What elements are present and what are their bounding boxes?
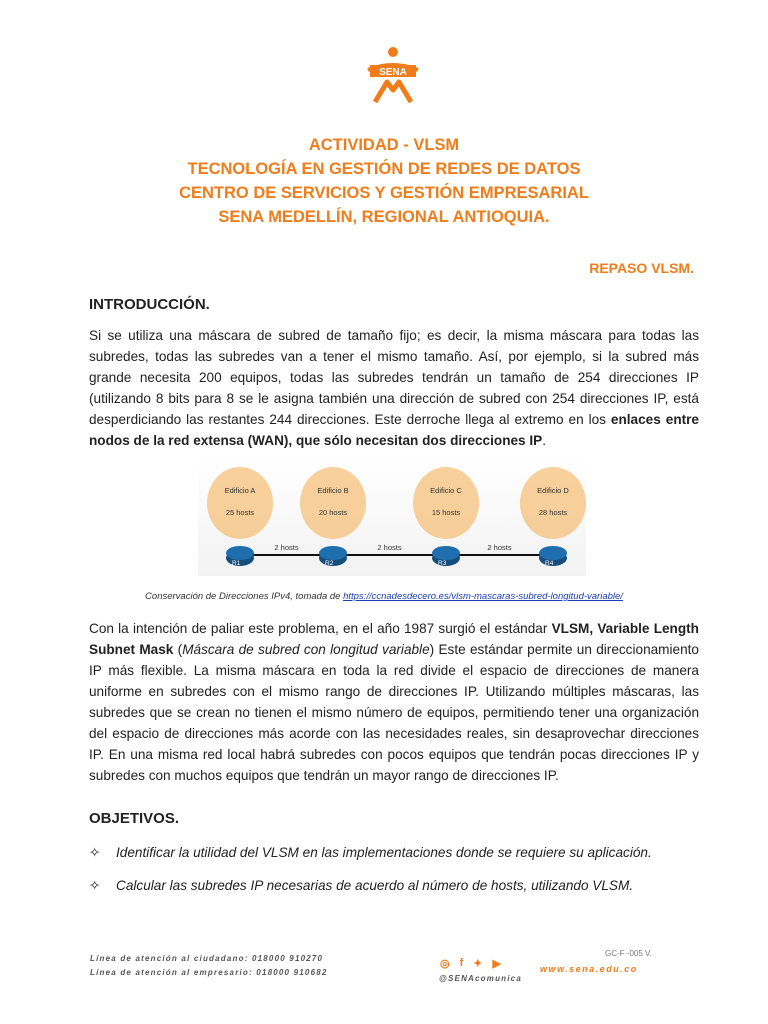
citizen-line: Línea de atención al ciudadano: 018000 910270 bbox=[90, 954, 324, 963]
link-hosts-label: 2 hosts bbox=[377, 543, 402, 552]
vlsm-paragraph: Con la intención de paliar este problema, en el año 1987 surgió el estándar VLSM, Variable Length Subnet Mask (Máscara de subred con longitud variable) Este estándar permite un direccionamiento IP más flexible. La misma máscara en toda la red divide el espacio de direcciones de manera uniforme en subredes con el mismo rango de direcciones IP. Utilizando múltiples máscaras, las subredes que se crean no tienen el mismo número de equipos, permitiendo tener una organización del espacio de direcciones más acorde con las necesidades reales, sin desaprovechar direcciones IP. En una misma red local habrá subredes con pocos equipos que tendrán pocas direcciones IP y subredes con muchos equipos que tendrán un mayor rango de direcciones IP. bbox=[89, 621, 699, 783]
social-handle: @SENAcomunica bbox=[439, 974, 522, 983]
intro-bold: enlaces entre nodos de la red extensa (WAN), que sólo necesitan dos direcciones IP bbox=[89, 412, 699, 448]
sena-logo bbox=[363, 46, 423, 104]
building-bubble bbox=[300, 467, 366, 539]
instagram-icon[interactable]: ◎ bbox=[440, 958, 450, 970]
router-label: R1 bbox=[232, 560, 241, 567]
youtube-icon[interactable]: ▶ bbox=[492, 958, 501, 970]
router-icon bbox=[319, 546, 347, 560]
building-name: Edificio C bbox=[430, 486, 462, 495]
router-icon bbox=[226, 546, 254, 560]
building-name: Edificio D bbox=[537, 486, 569, 495]
building-hosts: 28 hosts bbox=[538, 508, 568, 517]
objective-item: ✧ Identificar la utilidad del VLSM en las implementaciones donde se requiere su aplicación. bbox=[89, 845, 652, 860]
link-hosts-label: 2 hosts bbox=[487, 543, 512, 552]
building-hosts: 20 hosts bbox=[318, 508, 348, 517]
router-label: R2 bbox=[325, 560, 334, 567]
star-bullet-icon: ✧ bbox=[89, 845, 101, 860]
twitter-icon[interactable]: ✦ bbox=[473, 958, 483, 970]
router-icon bbox=[539, 546, 567, 560]
intro-heading: INTRODUCCIÓN. bbox=[89, 296, 210, 313]
intro-paragraph: Si se utiliza una máscara de subred de tamaño fijo; es decir, la misma máscara para todas las subredes, todas las subredes van a tener el mismo tamaño. Así, por ejemplo, si la subred más grande necesita 200 equipos, todas las subredes tendrán un tamaño de 254 direcciones IP (utilizando 8 bits para 8 se le asigna también una dirección de subred con 254 direcciones IP, está desperdiciando las restantes 244 direcciones. Este derroche llega al extremo en los enlaces entre nodos de la red extensa (WAN), que sólo necesitan dos direcciones IP. bbox=[89, 328, 699, 448]
building-bubble bbox=[207, 467, 273, 539]
website-link[interactable]: www.sena.edu.co bbox=[540, 964, 638, 974]
building-name: Edificio A bbox=[224, 486, 256, 495]
document-title bbox=[0, 133, 768, 229]
social-icons bbox=[440, 957, 501, 970]
document-code: GC-F -005 V. bbox=[605, 949, 652, 958]
business-line: Línea de atención al empresario: 018000 910682 bbox=[90, 968, 328, 977]
title-line: ACTIVIDAD - VLSM bbox=[308, 136, 460, 154]
star-bullet-icon: ✧ bbox=[89, 878, 101, 893]
router-label: R4 bbox=[545, 560, 554, 567]
title-line: CENTRO DE SERVICIOS Y GESTIÓN EMPRESARIAL bbox=[179, 184, 589, 202]
building-hosts: 25 hosts bbox=[225, 508, 255, 517]
building-name: Edificio B bbox=[317, 486, 349, 495]
sena-logo-text: SENA bbox=[379, 67, 407, 78]
section-subtitle: REPASO VLSM. bbox=[589, 260, 694, 276]
figure-caption: Conservación de Direcciones IPv4, tomada de https://ccnadesdecero.es/vlsm-mascaras-subred-longitud-variable/ bbox=[145, 591, 623, 602]
building-bubble bbox=[520, 467, 586, 539]
objective-item: ✧ Calcular las subredes IP necesarias de acuerdo al número de hosts, utilizando VLSM. bbox=[89, 878, 634, 893]
building-bubble bbox=[413, 467, 479, 539]
router-icon bbox=[432, 546, 460, 560]
link-hosts-label: 2 hosts bbox=[274, 543, 299, 552]
title-line: SENA MEDELLÍN, REGIONAL ANTIOQUIA. bbox=[218, 208, 550, 226]
facebook-icon[interactable]: f bbox=[459, 957, 464, 969]
objectives-heading: OBJETIVOS. bbox=[89, 810, 180, 827]
router-label: R3 bbox=[438, 560, 447, 567]
building-hosts: 15 hosts bbox=[431, 508, 461, 517]
title-line: TECNOLOGÍA EN GESTIÓN DE REDES DE DATOS bbox=[187, 160, 581, 178]
footer-contact bbox=[90, 952, 328, 980]
source-link[interactable]: https://ccnadesdecero.es/vlsm-mascaras-subred-longitud-variable/ bbox=[343, 591, 623, 602]
network-diagram bbox=[198, 458, 586, 576]
